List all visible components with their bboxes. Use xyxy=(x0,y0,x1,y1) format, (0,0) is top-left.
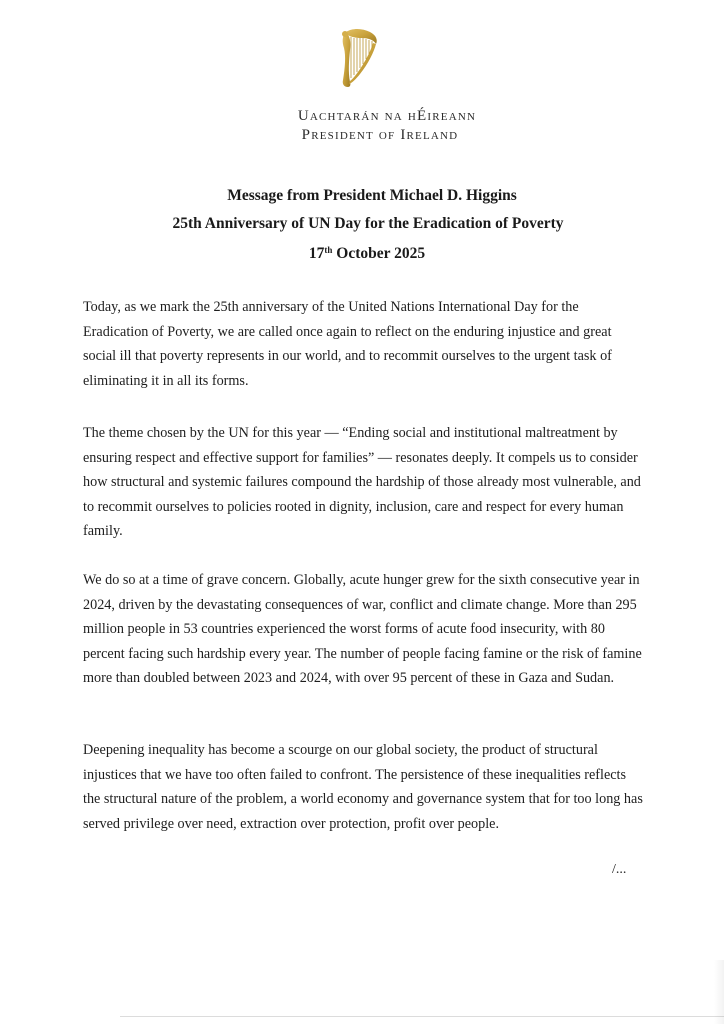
date-suffix: th xyxy=(324,245,333,255)
date-day: 17 xyxy=(308,245,325,262)
body-paragraph: Deepening inequality has become a scourge on our global society, the product of structural injustices that we have too often failed to confront. The persistence of these inequalities reflects the structural nature of the problem, a world economy and governance system that for too long has served privilege over need, extraction over protection, profit over people. xyxy=(83,742,643,832)
harp-icon xyxy=(332,26,384,90)
message-date xyxy=(0,245,724,263)
office-title-english: President of Ireland xyxy=(301,127,459,143)
message-subtitle: 25th Anniversary of UN Day for the Eradication of Poverty xyxy=(172,215,564,232)
date-month-year: October 2025 xyxy=(332,245,426,262)
body-paragraph: We do so at a time of grave concern. Globally, acute hunger grew for the sixth consecutive year in 2024, driven by the devastating consequences of war, conflict and climate change. More than 295 million people in 53 countries experienced the worst forms of acute food insecurity, with 80 percent facing such hardship every year. The number of people facing famine or the risk of famine more than doubled between 2023 and 2024, with over 95 percent of these in Gaza and Sudan. xyxy=(83,572,642,686)
message-title: Message from President Michael D. Higgins xyxy=(227,187,517,204)
body-paragraph: Today, as we mark the 25th anniversary of the United Nations International Day for the Eradication of Poverty, we are called once again to reflect on the enduring injustice and great social ill that poverty represents in our world, and to recommit ourselves to the urgent task of eliminating it in all its forms. xyxy=(83,299,612,389)
scan-shadow xyxy=(714,960,724,1024)
body-paragraph: The theme chosen by the UN for this year — “Ending social and institutional maltreatment by ensuring respect and effective support for families” — resonates deeply. It compels us to consider how structural and systemic failures compound the hardship of those already most vulnerable, and to recommit ourselves to policies rooted in dignity, inclusion, care and respect for every human family. xyxy=(83,425,641,539)
office-title-irish: Uachtarán na hÉireann xyxy=(297,108,477,124)
continued-mark: /... xyxy=(612,862,627,877)
scan-edge-line xyxy=(120,1016,724,1017)
